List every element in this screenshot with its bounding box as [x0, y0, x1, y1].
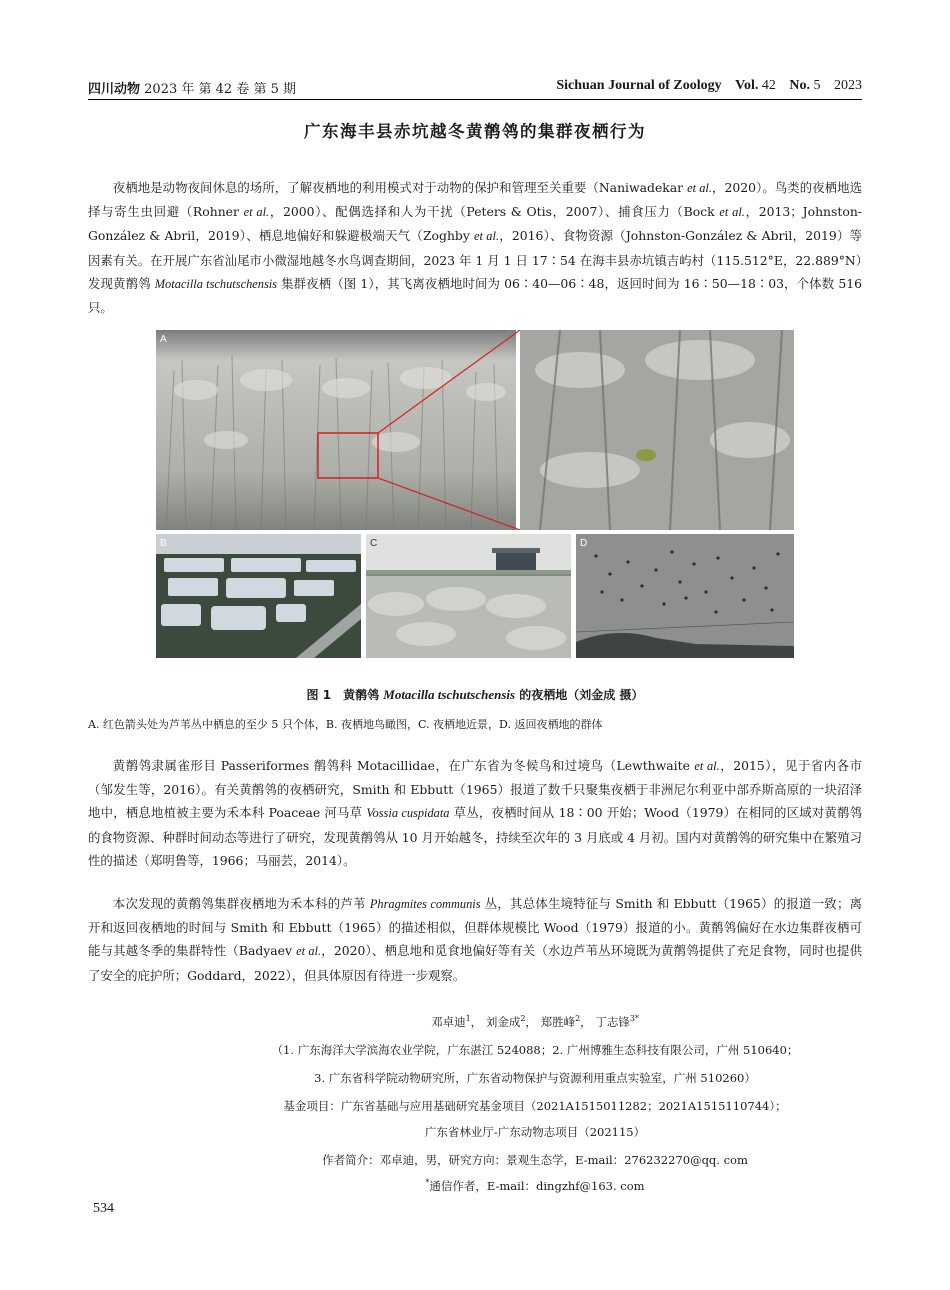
header-rule	[88, 99, 862, 100]
paragraph-discussion: 本次发现的黄鹡鸰集群夜栖地为禾本科的芦苇 Phragmites communis 丛，其总体生境特征与 Smith 和 Ebbutt（1965）的报道一致；离开和返回夜栖地的时间与 Smith 和 Ebbutt（1965）的描述相似，但群体规模比 Wood（1979）报道的小。黄鹡鸰偏好在水边集群夜栖可能与其越冬季的集群特性（Badyaev et al.，2020）、栖息地和觅食地偏好等有关（水边芦苇丛环境既为黄鹡鸰提供了充足食物，同时也提供了安全的庇护所；Goddard，2022），但具体原因有待进一步观察。	[88, 896, 863, 983]
panel-b-aerial-image	[156, 534, 361, 658]
panel-a-zoom-bird-image	[520, 330, 794, 530]
page-number: 534	[93, 1201, 114, 1216]
figure-subcaption: A. 红色箭头处为芦苇丛中栖息的至少 5 只个体，B. 夜栖地鸟瞰图，C. 夜栖地近景，D. 返回夜栖地的群体	[88, 718, 603, 731]
paragraph-intro: 夜栖地是动物夜间休息的场所，了解夜栖地的利用模式对于动物的保护和管理至关重要（Naniwadekar et al.，2020）。鸟类的夜栖地选择与寄生虫回避（Rohner et al.，2000）、配偶选择和人为干扰（Peters & Otis，2007）、捕食压力（Bock et al.，2013；Johnston-González & Abril，2019）、栖息地偏好和躲避极端天气（Zoghby et al.，2016）、食物资源（Johnston-González & Abril，2019）等因素有关。在开展广东省汕尾市小微湿地越冬水鸟调查期间，2023 年 1 月 1 日 17∶54 在海丰县赤坑镇吉屿村（115.512°E，22.889°N）发现黄鹡鸰 Motacilla tschutschensis 集群夜栖（图 1），其飞离夜栖地时间为 06∶40—06∶48，返回时间为 16∶50—18∶03，个体数 516 只。	[88, 180, 863, 316]
figure-caption: 图 1 黄鹡鸰 Motacilla tschutschensis 的夜栖地（刘金成 摄）	[306, 687, 644, 702]
panel-b-label: B	[160, 538, 167, 549]
author-list: 邓卓迪$^1$， 刘金成$^2$， 郑胜峰$^2$， 丁志锋$^{3*}$	[431, 1014, 639, 1029]
funding-line-1: 基金项目：广东省基础与应用基础研究基金项目（2021A1515011282；2021A1515110744）；	[283, 1099, 787, 1113]
yellow-wagtail-bird	[636, 449, 656, 461]
corresponding-author: *通信作者，E-mail：dingzhf@163. com	[425, 1178, 645, 1193]
panel-c-label: C	[370, 538, 378, 549]
figure-panel-a-zoom	[520, 330, 794, 530]
author-bio: 作者简介：邓卓迪，男，研究方向：景观生态学，E-mail：276232270@qq. com	[322, 1153, 748, 1167]
zoom-connector-lines	[378, 330, 523, 530]
figure-panel-d	[576, 534, 794, 658]
issue-number: 5	[813, 78, 821, 93]
article-title: 广东海丰县赤坑越冬黄鹡鸰的集群夜栖行为	[304, 122, 646, 141]
journal-name-en: Sichuan Journal of Zoology	[556, 78, 722, 93]
panel-c-closeup-image	[366, 534, 571, 658]
running-header	[88, 78, 862, 98]
issue-info-cn: 2023 年 第 42 卷 第 5 期	[144, 82, 296, 97]
figure-panel-c	[366, 534, 571, 658]
vol-label: Vol.	[735, 78, 759, 93]
figure-panel-b	[156, 534, 361, 658]
header-left	[88, 78, 296, 97]
journal-name-cn: 四川动物	[88, 82, 141, 97]
paragraph-background: 黄鹡鸰隶属雀形目 Passeriformes 鹡鸰科 Motacillidae，在广东省为冬候鸟和过境鸟（Lewthwaite et al.，2015），见于省内各市（邹发生等，2016）。有关黄鹡鸰的夜栖研究，Smith 和 Ebbutt（1965）报道了数千只聚集夜栖于非洲尼尔利亚中部乔斯高原的一块沼泽地中，栖息地植被主要为禾本科 Poaceae 河马草 Vossia cuspidata 草丛，夜栖时间从 18∶00 开始；Wood（1979）在相同的区域对黄鹡鸰的食物资源、种群时间动态等进行了研究，发现黄鹡鸰从 10 月开始越冬，持续至次年的 3 月底或 4 月初。国内对黄鹡鸰的研究集中在繁殖习性的描述（郑明鲁等，1966；马丽芸，2014）。	[88, 758, 862, 868]
panel-d-label: D	[580, 538, 588, 549]
header-year: 2023	[834, 78, 862, 93]
panel-a-label: A	[160, 334, 167, 345]
vol-number: 42	[761, 78, 776, 93]
no-label: No.	[789, 78, 810, 93]
funding-line-2: 广东省林业厅-广东动物志项目（202115）	[424, 1125, 646, 1139]
affiliation-line-1: （1. 广东海洋大学滨海农业学院，广东湛江 524088；2. 广州博雅生态科技有限公司，广州 510640；	[271, 1043, 799, 1057]
affiliation-line-2: 3. 广东省科学院动物研究所，广东省动物保护与资源利用重点实验室，广州 510260）	[314, 1071, 756, 1085]
header-right	[556, 78, 862, 94]
panel-d-flock-image	[576, 534, 794, 658]
